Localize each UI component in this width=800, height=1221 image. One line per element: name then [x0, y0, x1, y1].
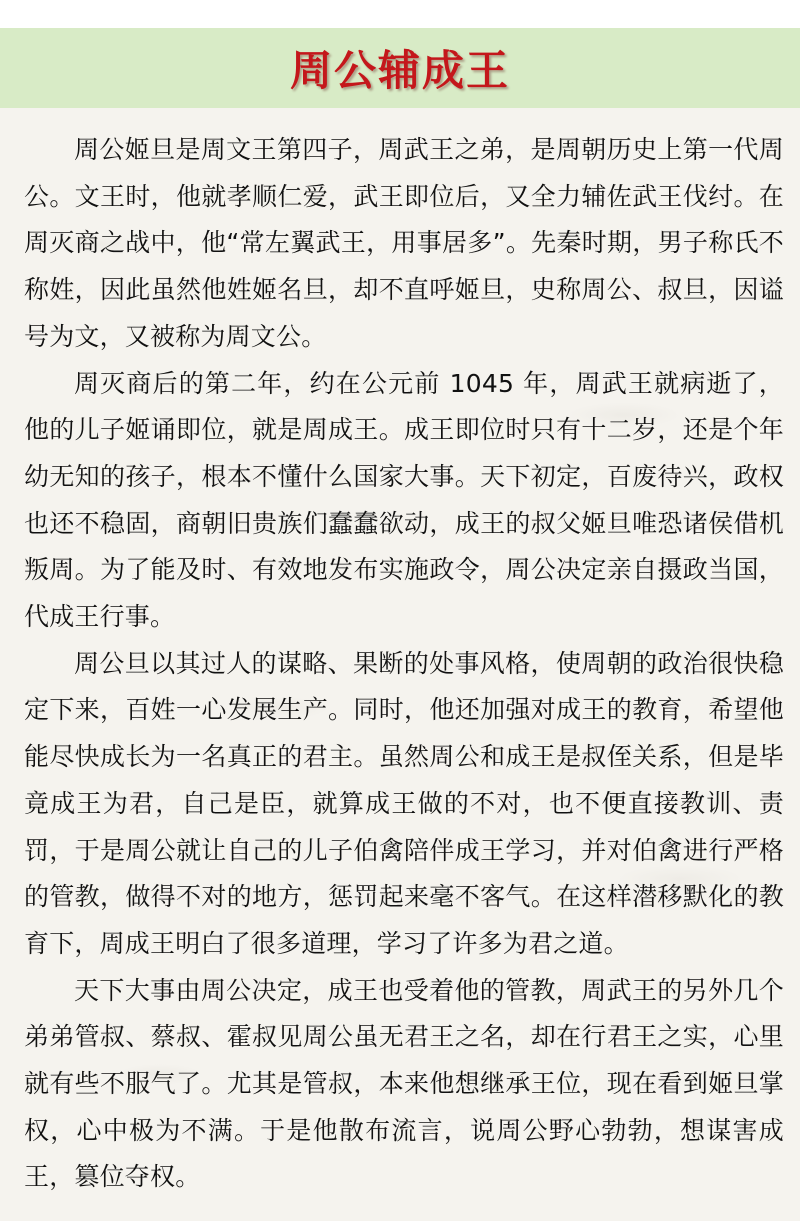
- top-white-strip: [0, 0, 800, 28]
- paragraph-4: 天下大事由周公决定，成王也受着他的管教，周武王的另外几个弟弟管叔、蔡叔、霍叔见周公虽无君王之名，却在行君王之实，心里就有些不服气了。尤其是管叔，本来他想继承王位，现在看到姬旦掌权，心中极为不满。于是他散布流言，说周公野心勃勃，想谋害成王，篡位夺权。: [24, 975, 784, 1192]
- paragraph-3: 周公旦以其过人的谋略、果断的处事风格，使周朝的政治很快稳定下来，百姓一心发展生产。同时，他还加强对成王的教育，希望他能尽快成长为一名真正的君主。虽然周公和成王是叔侄关系，但是毕竟成王为君，自己是臣，就算成王做的不对，也不便直接教训、责罚，于是周公就让自己的儿子伯禽陪伴成王学习，并对伯禽进行严格的管教，做得不对的地方，惩罚起来毫不客气。在这样潜移默化的教育下，周成王明白了很多道理，学习了许多为君之道。: [24, 648, 784, 958]
- paragraph-1: 周公姬旦是周文王第四子，周武王之弟，是周朝历史上第一代周公。文王时，他就孝顺仁爱，武王即位后，又全力辅佐武王伐纣。在周灭商之战中，他“常左翼武王，用事居多”。先秦时期，男子称氏不称姓，因此虽然他姓姬名旦，却不直呼姬旦，史称周公、叔旦，因谥号为文，又被称为周文公。: [24, 135, 784, 351]
- title-banner: [0, 28, 800, 108]
- article-title: 周公辅成王: [289, 46, 510, 95]
- article-body: [24, 127, 784, 1201]
- paragraph-2: 周灭商后的第二年，约在公元前 1045 年，周武王就病逝了，他的儿子姬诵即位，就是周成王。成王即位时只有十二岁，还是个年幼无知的孩子，根本不懂什么国家大事。天下初定，百废待兴，政权也还不稳固，商朝旧贵族们蠢蠢欲动，成王的叔父姬旦唯恐诸侯借机叛周。为了能及时、有效地发布实施政令，周公决定亲自摄政当国，代成王行事。: [24, 368, 784, 632]
